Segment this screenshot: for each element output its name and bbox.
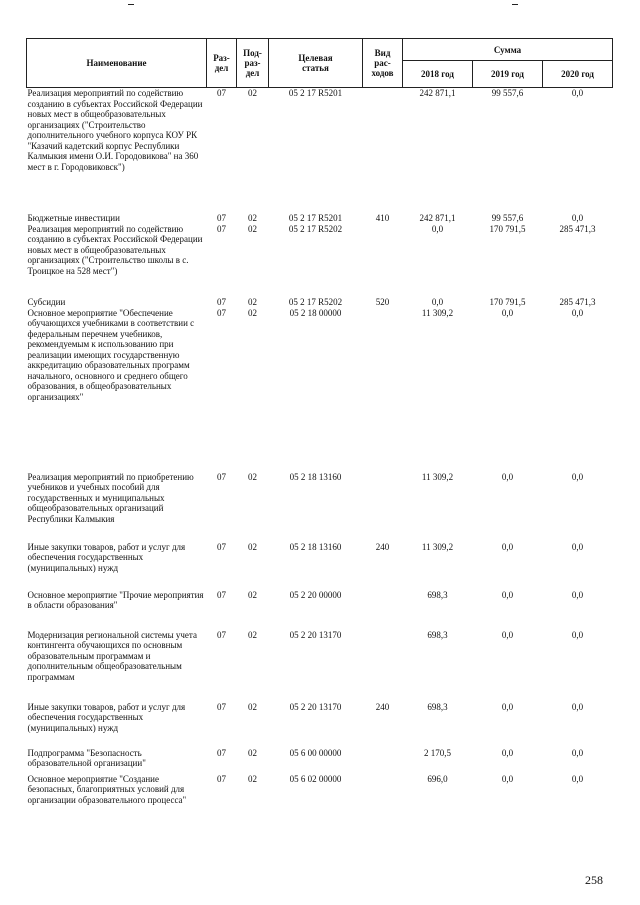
header-year-2018: 2018 год	[403, 61, 473, 88]
row-celevaya-statya: 05 2 17 R5202	[288, 223, 343, 234]
row-name: Реализация мероприятий по содействию созданию в субъектах Российской Федерации новых мест в общеобразовательных организациях ("Строительство школы в с. Троицкое на 528 мест")	[27, 223, 203, 276]
row-amount-2019: 99 557,6	[491, 88, 524, 98]
row-podrazdel: 02	[248, 212, 257, 223]
row-amount-2020: 0,0	[571, 471, 584, 482]
row-name: Реализация мероприятий по приобретению учебников и учебных пособий для государственных и муниципальных общеобразовательных организаций Республики Калмыкия	[27, 471, 194, 524]
row-amount-2019: 0,0	[501, 773, 514, 784]
row-amount-2019: 0,0	[501, 541, 514, 552]
row-podrazdel: 02	[248, 296, 257, 307]
table-row	[27, 748, 613, 774]
row-vid-rashodov	[363, 472, 403, 542]
row-amount-2018: 11 309,2	[421, 307, 454, 318]
table-row	[27, 213, 613, 224]
row-celevaya-statya: 05 2 20 00000	[289, 589, 342, 600]
row-podrazdel: 02	[248, 701, 257, 712]
row-celevaya-statya: 05 2 20 13170	[289, 701, 342, 712]
table-row	[27, 542, 613, 590]
row-amount-2020: 0,0	[571, 747, 584, 758]
table-row	[27, 88, 613, 213]
row-amount-2020: 0,0	[571, 629, 584, 640]
row-razdel: 07	[217, 747, 226, 758]
row-vid-rashodov	[363, 308, 403, 472]
row-podrazdel: 02	[248, 223, 257, 234]
table-row	[27, 224, 613, 297]
table-row	[27, 297, 613, 308]
row-name: Основное мероприятие "Обеспечение обучающихся учебниками в соответствии с федеральным перечнем учебников, рекомендуемым к использованию при реализации имеющих государственную аккредитацию образовательных программ начального, основного и среднего общего образования, в общеобразовательных организациях"	[27, 307, 195, 402]
row-amount-2019: 0,0	[501, 747, 514, 758]
row-amount-2019: 0,0	[501, 589, 514, 600]
row-amount-2019: 0,0	[501, 629, 514, 640]
row-razdel: 07	[217, 307, 226, 318]
row-celevaya-statya: 05 2 17 R5202	[288, 296, 343, 307]
row-razdel: 07	[217, 212, 226, 223]
row-name: Модернизация региональной системы учета контингента обучающихся по основным образовательным программам и дополнительным общеобразовательным программам	[27, 629, 197, 682]
row-razdel: 07	[217, 629, 226, 640]
row-razdel: 07	[217, 88, 226, 98]
header-year-2019: 2019 год	[473, 61, 543, 88]
budget-table	[26, 38, 613, 814]
row-amount-2020: 0,0	[571, 307, 584, 318]
row-podrazdel: 02	[248, 307, 257, 318]
row-vid-rashodov	[363, 224, 403, 297]
row-amount-2018: 11 309,2	[421, 471, 454, 482]
row-razdel: 07	[217, 541, 226, 552]
header-name: Наименование	[27, 39, 207, 88]
header-summa: Сумма	[403, 39, 613, 61]
row-razdel: 07	[217, 773, 226, 784]
row-name: Иные закупки товаров, работ и услуг для обеспечения государственных (муниципальных) нужд	[27, 541, 186, 573]
row-amount-2018: 0,0	[431, 296, 444, 307]
table-row	[27, 702, 613, 748]
row-razdel: 07	[217, 296, 226, 307]
row-amount-2020: 0,0	[571, 541, 584, 552]
row-name: Субсидии	[27, 296, 66, 307]
row-name: Бюджетные инвестиции	[27, 212, 120, 223]
row-vid-rashodov	[363, 590, 403, 630]
row-amount-2020: 0,0	[571, 589, 584, 600]
row-celevaya-statya: 05 2 20 13170	[289, 629, 342, 640]
top-mark-left	[128, 4, 134, 5]
row-podrazdel: 02	[248, 747, 257, 758]
row-amount-2020: 0,0	[571, 212, 584, 223]
row-vid-rashodov	[363, 88, 403, 213]
row-podrazdel: 02	[248, 471, 257, 482]
table-row	[27, 630, 613, 702]
row-podrazdel: 02	[248, 773, 257, 784]
row-amount-2018: 2 170,5	[424, 747, 451, 758]
row-vid-rashodov: 520	[375, 296, 390, 307]
row-name: Подпрограмма "Безопасность образовательной организации"	[27, 747, 146, 768]
header-vid-rashodov: Вид рас- ходов	[363, 39, 403, 88]
row-razdel: 07	[217, 589, 226, 600]
row-amount-2019: 170 791,5	[489, 296, 526, 307]
header-year-2020: 2020 год	[543, 61, 613, 88]
row-amount-2019: 99 557,6	[491, 212, 524, 223]
row-vid-rashodov	[363, 774, 403, 814]
table-row	[27, 472, 613, 542]
row-celevaya-statya: 05 2 17 R5201	[288, 212, 343, 223]
row-amount-2019: 0,0	[501, 471, 514, 482]
row-name: Реализация мероприятий по содействию созданию в субъектах Российской Федерации новых мест в общеобразовательных организациях ("Строительство дополнительного учебного корпуса КОУ РК "Казачий кадетский корпус Республики Калмыкия имени О.И. Городовикова" на 360 мест в г. Городовиковск")	[27, 88, 203, 172]
row-celevaya-statya: 05 2 18 13160	[289, 541, 342, 552]
row-amount-2020: 0,0	[571, 88, 584, 98]
row-amount-2019: 0,0	[501, 307, 514, 318]
row-name: Иные закупки товаров, работ и услуг для обеспечения государственных (муниципальных) нужд	[27, 701, 186, 733]
header-celevaya-statya: Целевая статья	[269, 39, 363, 88]
row-celevaya-statya: 05 6 02 00000	[289, 773, 342, 784]
table-row	[27, 774, 613, 814]
row-amount-2020: 285 471,3	[559, 223, 596, 234]
table-row	[27, 590, 613, 630]
row-podrazdel: 02	[248, 88, 257, 98]
row-vid-rashodov	[363, 748, 403, 774]
row-amount-2019: 0,0	[501, 701, 514, 712]
row-amount-2018: 698,3	[427, 701, 448, 712]
row-vid-rashodov: 240	[375, 541, 390, 552]
row-celevaya-statya: 05 6 00 00000	[289, 747, 342, 758]
row-razdel: 07	[217, 223, 226, 234]
row-amount-2018: 698,3	[427, 629, 448, 640]
row-amount-2020: 285 471,3	[559, 296, 596, 307]
header-podrazdel: Под- раз- дел	[237, 39, 269, 88]
row-amount-2020: 0,0	[571, 701, 584, 712]
row-amount-2018: 11 309,2	[421, 541, 454, 552]
table-body	[27, 88, 613, 814]
header-razdel: Раз- дел	[207, 39, 237, 88]
row-amount-2020: 0,0	[571, 773, 584, 784]
row-vid-rashodov: 240	[375, 701, 390, 712]
row-celevaya-statya: 05 2 17 R5201	[288, 88, 343, 98]
row-amount-2018: 242 871,1	[419, 212, 456, 223]
row-amount-2018: 242 871,1	[419, 88, 456, 98]
row-podrazdel: 02	[248, 589, 257, 600]
row-vid-rashodov	[363, 630, 403, 702]
row-podrazdel: 02	[248, 541, 257, 552]
row-amount-2018: 0,0	[431, 223, 444, 234]
row-amount-2018: 698,3	[427, 589, 448, 600]
row-name: Основное мероприятие "Создание безопасных, благоприятных условий для организации образовательного процесса"	[27, 773, 187, 805]
row-amount-2019: 170 791,5	[489, 223, 526, 234]
row-razdel: 07	[217, 701, 226, 712]
row-podrazdel: 02	[248, 629, 257, 640]
table-row	[27, 308, 613, 472]
top-mark-right	[512, 4, 518, 5]
row-razdel: 07	[217, 471, 226, 482]
row-celevaya-statya: 05 2 18 00000	[289, 307, 342, 318]
row-vid-rashodov: 410	[375, 212, 390, 223]
row-name: Основное мероприятие "Прочие мероприятия в области образования"	[27, 589, 204, 610]
row-celevaya-statya: 05 2 18 13160	[289, 471, 342, 482]
row-amount-2018: 696,0	[427, 773, 448, 784]
page-number: 258	[585, 873, 603, 887]
